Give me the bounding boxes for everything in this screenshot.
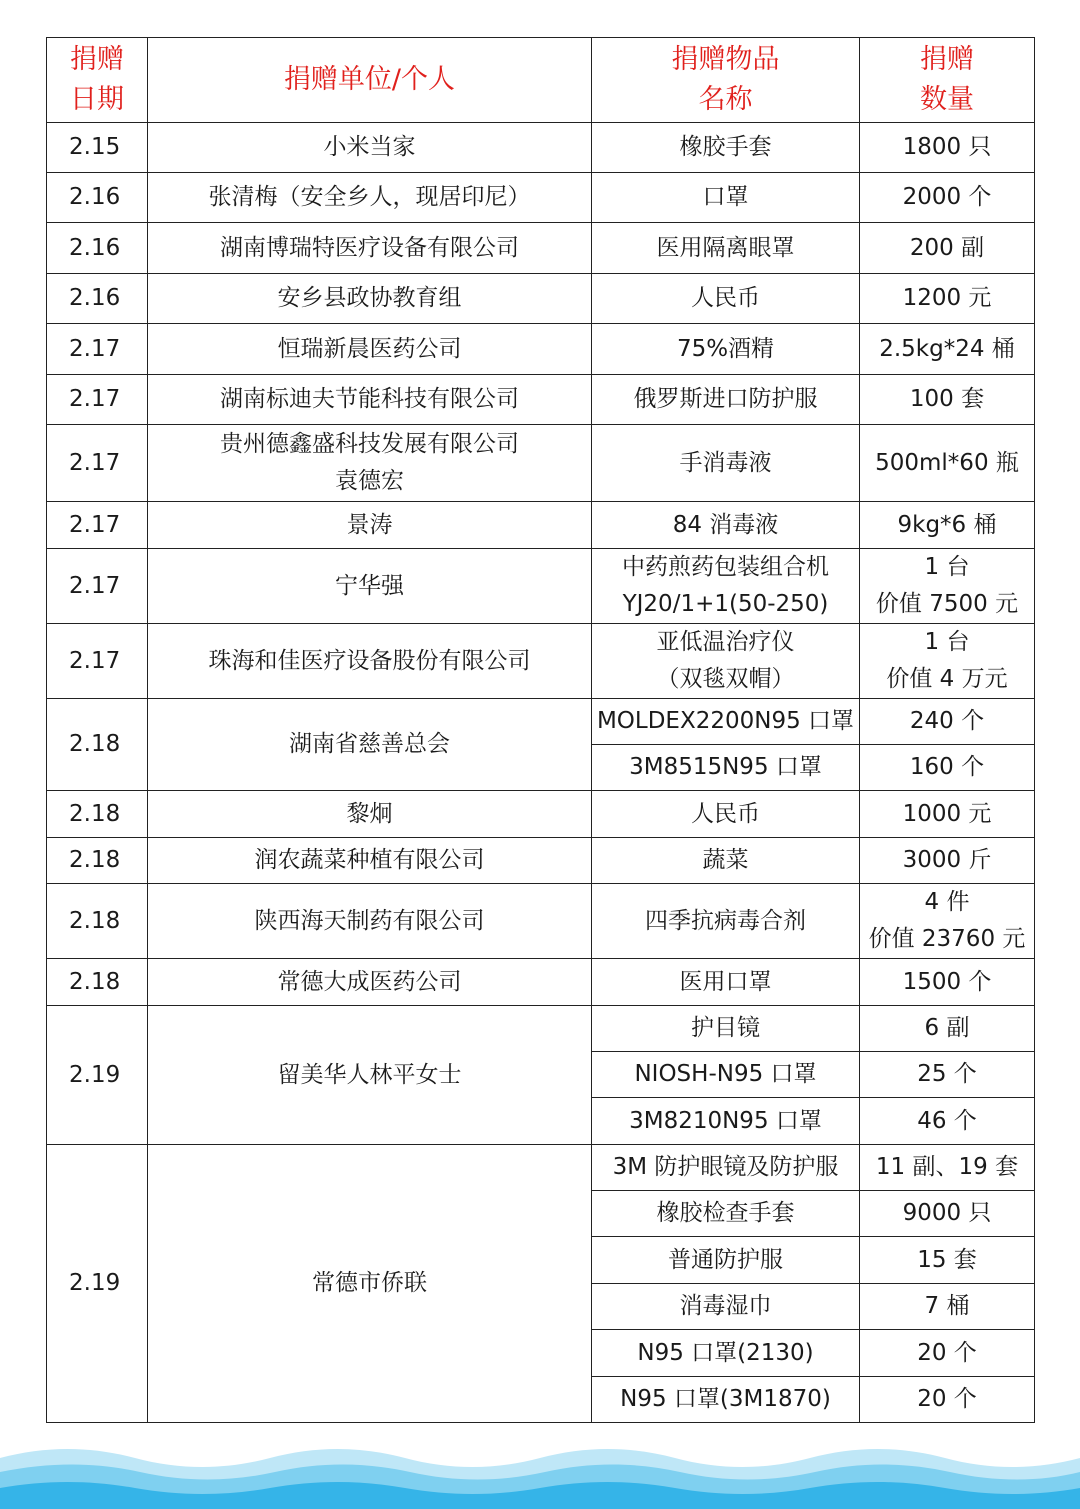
quantity-cell: 11 副、19 套 <box>860 1145 1035 1191</box>
donor-cell: 珠海和佳医疗设备股份有限公司 <box>148 624 592 699</box>
quantity-cell: 9kg*6 桶 <box>860 502 1035 549</box>
quantity-cell: 100 套 <box>860 375 1035 425</box>
item-cell: 蔬菜 <box>592 838 860 884</box>
item-cell: 亚低温治疗仪 （双毯双帽） <box>592 624 860 699</box>
header-row <box>47 38 1035 123</box>
date-cell: 2.18 <box>47 791 148 838</box>
table-row <box>47 425 1035 502</box>
date-cell: 2.17 <box>47 425 148 502</box>
donor-cell: 贵州德鑫盛科技发展有限公司 袁德宏 <box>148 425 592 502</box>
quantity-cell: 1 台 价值 7500 元 <box>860 549 1035 624</box>
donor-cell: 安乡县政协教育组 <box>148 274 592 324</box>
item-cell: 3M8210N95 口罩 <box>592 1098 860 1145</box>
item-cell: N95 口罩(3M1870) <box>592 1377 860 1423</box>
table-row <box>47 324 1035 375</box>
item-cell: 人民币 <box>592 791 860 838</box>
date-cell: 2.17 <box>47 375 148 425</box>
quantity-cell: 25 个 <box>860 1052 1035 1098</box>
donor-cell: 湖南省慈善总会 <box>148 699 592 791</box>
quantity-cell: 4 件 价值 23760 元 <box>860 884 1035 959</box>
donor-cell: 小米当家 <box>148 123 592 173</box>
date-cell: 2.15 <box>47 123 148 173</box>
quantity-cell: 240 个 <box>860 699 1035 745</box>
quantity-cell: 1800 只 <box>860 123 1035 173</box>
quantity-cell: 6 副 <box>860 1006 1035 1052</box>
donor-cell: 留美华人林平女士 <box>148 1006 592 1145</box>
table-row <box>47 173 1035 223</box>
table-row <box>47 274 1035 324</box>
table-row <box>47 838 1035 884</box>
item-cell: 口罩 <box>592 173 860 223</box>
item-cell: MOLDEX2200N95 口罩 <box>592 699 860 745</box>
quantity-cell: 7 桶 <box>860 1284 1035 1330</box>
item-cell: 3M 防护眼镜及防护服 <box>592 1145 860 1191</box>
table-row <box>47 1145 1035 1191</box>
date-cell: 2.16 <box>47 223 148 274</box>
table-row <box>47 549 1035 624</box>
quantity-cell: 1200 元 <box>860 274 1035 324</box>
donation-table <box>46 37 1035 1423</box>
quantity-cell: 46 个 <box>860 1098 1035 1145</box>
table-row <box>47 123 1035 173</box>
donor-cell: 陕西海天制药有限公司 <box>148 884 592 959</box>
item-cell: 橡胶手套 <box>592 123 860 173</box>
table-row <box>47 884 1035 959</box>
item-cell: 75%酒精 <box>592 324 860 375</box>
item-cell: 医用隔离眼罩 <box>592 223 860 274</box>
date-cell: 2.18 <box>47 699 148 791</box>
date-cell: 2.19 <box>47 1145 148 1423</box>
header-date: 捐赠 日期 <box>47 38 148 123</box>
donor-cell: 景涛 <box>148 502 592 549</box>
quantity-cell: 2.5kg*24 桶 <box>860 324 1035 375</box>
donor-cell: 宁华强 <box>148 549 592 624</box>
item-cell: 普通防护服 <box>592 1237 860 1284</box>
date-cell: 2.18 <box>47 884 148 959</box>
table-row <box>47 959 1035 1006</box>
quantity-cell: 1000 元 <box>860 791 1035 838</box>
donor-cell: 常德市侨联 <box>148 1145 592 1423</box>
header-item: 捐赠物品 名称 <box>592 38 860 123</box>
donor-cell: 恒瑞新晨医药公司 <box>148 324 592 375</box>
table-row <box>47 375 1035 425</box>
table-row <box>47 791 1035 838</box>
item-cell: 医用口罩 <box>592 959 860 1006</box>
date-cell: 2.17 <box>47 624 148 699</box>
date-cell: 2.16 <box>47 274 148 324</box>
table-row <box>47 223 1035 274</box>
item-cell: 84 消毒液 <box>592 502 860 549</box>
quantity-cell: 160 个 <box>860 745 1035 791</box>
donor-cell: 湖南标迪夫节能科技有限公司 <box>148 375 592 425</box>
date-cell: 2.18 <box>47 959 148 1006</box>
date-cell: 2.17 <box>47 324 148 375</box>
quantity-cell: 1500 个 <box>860 959 1035 1006</box>
date-cell: 2.16 <box>47 173 148 223</box>
date-cell: 2.17 <box>47 502 148 549</box>
quantity-cell: 9000 只 <box>860 1191 1035 1237</box>
quantity-cell: 1 台 价值 4 万元 <box>860 624 1035 699</box>
wave-decoration <box>0 1436 1080 1509</box>
item-cell: 手消毒液 <box>592 425 860 502</box>
item-cell: 护目镜 <box>592 1006 860 1052</box>
donor-cell: 常德大成医药公司 <box>148 959 592 1006</box>
table-row <box>47 502 1035 549</box>
item-cell: 消毒湿巾 <box>592 1284 860 1330</box>
donor-cell: 黎炯 <box>148 791 592 838</box>
quantity-cell: 500ml*60 瓶 <box>860 425 1035 502</box>
header-quantity: 捐赠 数量 <box>860 38 1035 123</box>
quantity-cell: 3000 斤 <box>860 838 1035 884</box>
table-row <box>47 699 1035 745</box>
donor-cell: 湖南博瑞特医疗设备有限公司 <box>148 223 592 274</box>
item-cell: 四季抗病毒合剂 <box>592 884 860 959</box>
donor-cell: 张清梅（安全乡人，现居印尼） <box>148 173 592 223</box>
header-donor: 捐赠单位/个人 <box>148 38 592 123</box>
quantity-cell: 200 副 <box>860 223 1035 274</box>
item-cell: NIOSH-N95 口罩 <box>592 1052 860 1098</box>
date-cell: 2.17 <box>47 549 148 624</box>
table-row <box>47 624 1035 699</box>
item-cell: N95 口罩(2130) <box>592 1330 860 1377</box>
item-cell: 俄罗斯进口防护服 <box>592 375 860 425</box>
quantity-cell: 20 个 <box>860 1377 1035 1423</box>
quantity-cell: 2000 个 <box>860 173 1035 223</box>
date-cell: 2.19 <box>47 1006 148 1145</box>
donor-cell: 润农蔬菜种植有限公司 <box>148 838 592 884</box>
item-cell: 橡胶检查手套 <box>592 1191 860 1237</box>
date-cell: 2.18 <box>47 838 148 884</box>
table-row <box>47 1006 1035 1052</box>
quantity-cell: 20 个 <box>860 1330 1035 1377</box>
quantity-cell: 15 套 <box>860 1237 1035 1284</box>
item-cell: 中药煎药包装组合机 YJ20/1+1(50-250) <box>592 549 860 624</box>
item-cell: 人民币 <box>592 274 860 324</box>
item-cell: 3M8515N95 口罩 <box>592 745 860 791</box>
